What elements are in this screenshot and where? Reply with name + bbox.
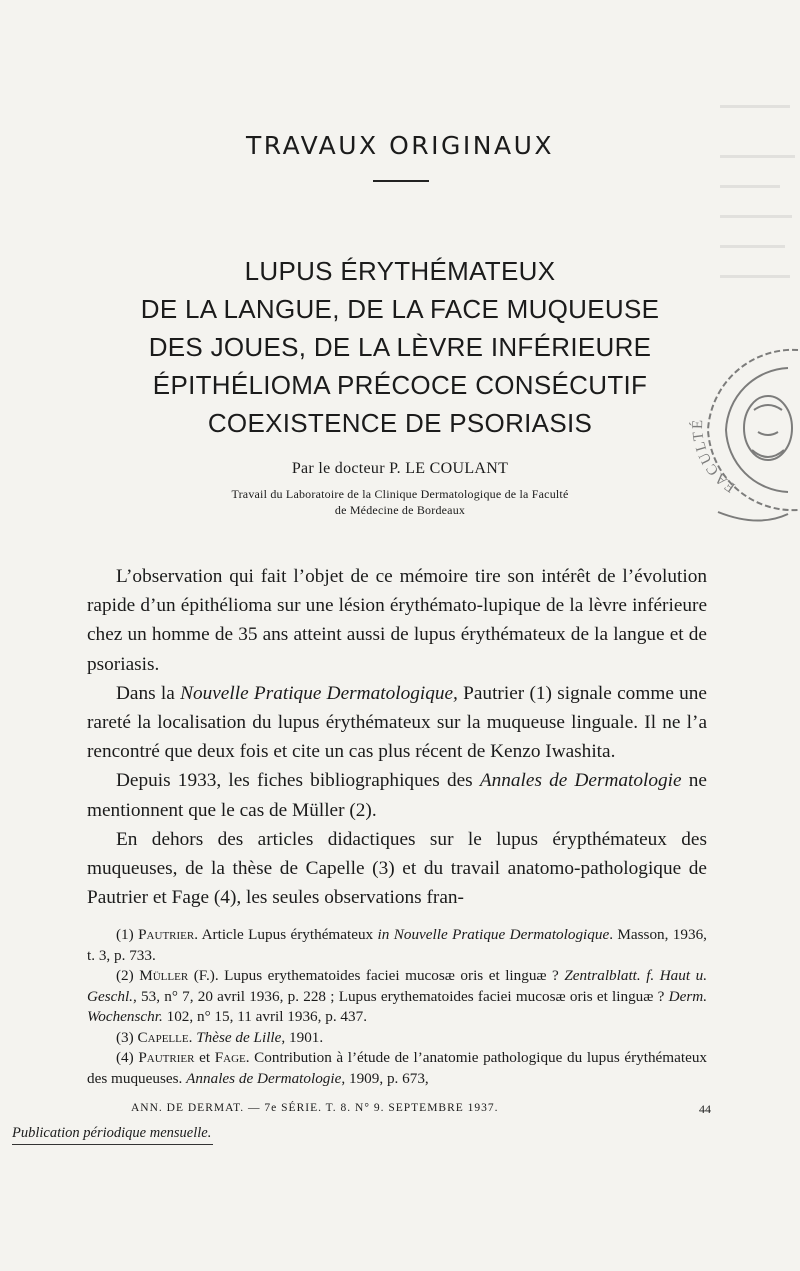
section-header: TRAVAUX ORIGINAUX (245, 131, 554, 160)
footnote (87, 966, 707, 1028)
footnote-author: Müller (139, 967, 189, 984)
text-run: Annales de Dermatologie (186, 1069, 342, 1087)
text-run: . Contribution à l’étude de l’anatomie pathologique du lupus érythémateux des muqueuses. (87, 1049, 708, 1087)
paragraph (87, 766, 707, 824)
paragraph: En dehors des articles didactiques sur le lupus érypthémateux des muqueuses, de la thèse de Capelle (3) et du travail anatomo-pathologique de Pautrier et Fage (4), les seules observations fran- (87, 828, 707, 909)
text-run: (F.). Lupus erythematoides faciei mucosæ oris et linguæ ? (188, 967, 565, 984)
text-run: , 1909, p. 673, (341, 1069, 429, 1087)
footnote-author: Fage (214, 1049, 246, 1066)
author-byline: Par le docteur P. LE COULANT (291, 460, 509, 477)
footnotes (87, 925, 707, 1089)
journal-footer (131, 1102, 711, 1114)
text-run: Depuis 1933, les fiches bibliographiques des (116, 770, 480, 792)
text-run: . Masson, 1936, t. 3, p. 733. (87, 926, 707, 964)
journal-title: Annales de Dermatologie (479, 770, 682, 792)
title-line: DE LA LANGUE, DE LA FACE MUQUEUSE (140, 294, 660, 324)
text-run: . Article Lupus érythémateux (194, 926, 378, 943)
affiliation-line: Travail du Laboratoire de la Clinique Dermatologique de la Faculté (231, 487, 569, 501)
text-run: Thèse de Lille (196, 1028, 282, 1046)
title-line: ÉPITHÉLIOMA PRÉCOCE CONSÉCUTIF (152, 370, 648, 400)
footnote (87, 1048, 707, 1089)
page-number: 44 (699, 1102, 711, 1116)
text-run: , 1901. (281, 1028, 324, 1046)
title-line: COEXISTENCE DE PSORIASIS (207, 408, 593, 438)
text-run: ne mentionnent que le cas de Müller (2). (87, 770, 707, 821)
article-title (0, 252, 800, 442)
footnote-number: (3) (116, 1028, 138, 1046)
stamp-text: FACULTÉ (689, 417, 739, 496)
text-run: , 53, n° 7, 20 avril 1936, p. 228 ; Lupus erythematoides faciei mucosæ oris et linguæ ? (132, 987, 669, 1005)
footnote-number: (1) (116, 926, 139, 943)
journal-reference: ANN. DE DERMAT. — 7e SÉRIE. T. 8. N° 9. SEPTEMBRE 1937. (131, 1102, 499, 1114)
title-line: DES JOUES, DE LA LÈVRE INFÉRIEURE (148, 332, 652, 362)
journal-title: Nouvelle Pratique Dermatologique, (180, 682, 458, 704)
footnote (87, 1028, 707, 1049)
article-body (87, 562, 707, 912)
text-run: Dans la (116, 682, 181, 704)
paragraph (87, 679, 707, 767)
footnote (87, 925, 707, 966)
text-run: Zentralblatt. f. Haut u. Geschl. (87, 967, 707, 1005)
text-run: in Nouvelle Pratique Dermatologique (377, 926, 610, 943)
affiliation-line: de Médecine de Bordeaux (334, 503, 466, 517)
text-run: 102, n° 15, 11 avril 1936, p. 437. (162, 1008, 367, 1025)
title-line: LUPUS ÉRYTHÉMATEUX (244, 256, 556, 286)
text-run: Derm. Wochenschr. (87, 987, 707, 1025)
library-stamp-icon (688, 340, 800, 530)
publication-notice: Publication périodique mensuelle. (12, 1125, 213, 1145)
header-divider (373, 180, 429, 182)
footnote-number: (4) (116, 1049, 139, 1066)
author-affiliation (0, 486, 800, 518)
footnote-number: (2) (116, 967, 140, 984)
footnote-author: Pautrier (138, 1049, 195, 1066)
text-run: . (188, 1028, 197, 1046)
footnote-author: Pautrier (138, 926, 195, 943)
footnote-author: Capelle (137, 1028, 189, 1046)
text-run: Pautrier (1) signale comme une rareté la localisation du lupus érythémateux sur la muqueuse linguale. Il ne l’a rencontré que deux fois et cite un cas plus récent de Kenzo Iwashita. (87, 682, 707, 763)
text-run: et (194, 1049, 215, 1066)
paragraph: L’observation qui fait l’objet de ce mémoire tire son intérêt de l’évolution rapide d’un épithélioma sur une lésion érythémato-lupique de la lèvre inférieure chez un homme de 35 ans atteint aussi de lupus érythémateux de la langue et de psoriasis. (87, 566, 707, 675)
